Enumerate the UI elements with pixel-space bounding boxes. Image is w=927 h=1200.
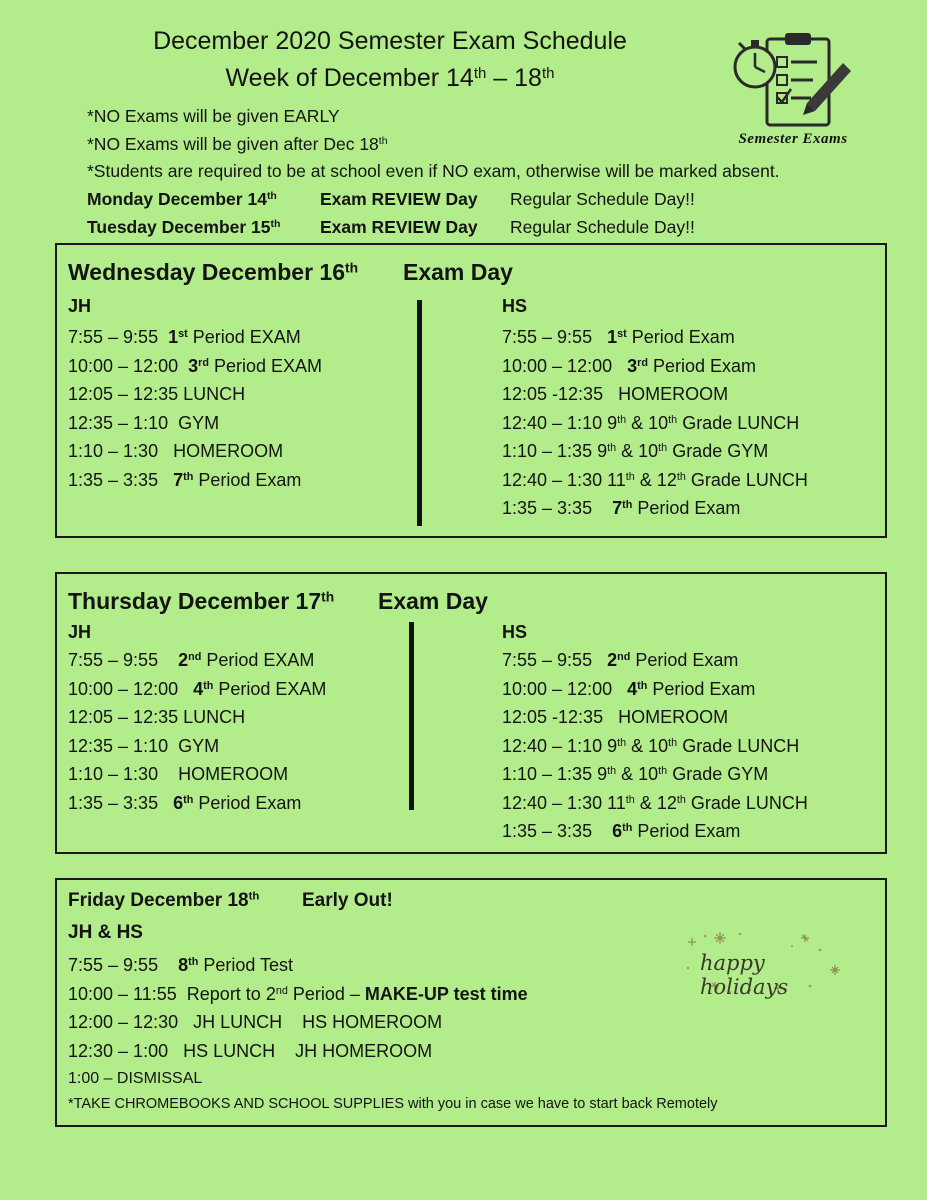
review-day-type: Exam REVIEW Day <box>320 217 478 237</box>
review-day-monday <box>87 189 787 210</box>
schedule-row: 1:10 – 1:35 9th & 10th Grade GYM <box>502 441 769 461</box>
schedule-row: 12:40 – 1:10 9th & 10th Grade LUNCH <box>502 735 800 756</box>
wednesday-heading: Wednesday December 16th <box>68 259 359 285</box>
schedule-row: 12:05 – 12:35 LUNCH <box>68 707 246 727</box>
schedule-row: 1:10 – 1:35 9th & 10th Grade GYM <box>502 764 769 784</box>
thursday-hs-list <box>502 646 808 846</box>
schedule-row: 10:00 – 12:00 4th Period EXAM <box>68 678 327 699</box>
thursday-heading: Thursday December 17th <box>68 588 335 614</box>
schedule-row: 12:40 – 1:10 9th & 10th Grade LUNCH <box>502 412 800 433</box>
friday-footnote: *TAKE CHROMEBOOKS AND SCHOOL SUPPLIES with you in case we have to start back Remotely <box>68 1096 718 1112</box>
semester-exams-logo <box>725 25 875 140</box>
schedule-row: 10:00 – 12:00 3rd Period EXAM <box>68 355 322 376</box>
schedule-row: 12:05 – 12:35 LUNCH <box>68 384 246 404</box>
review-day-type: Exam REVIEW Day <box>320 189 478 209</box>
schedule-row: 10:00 – 12:00 4th Period Exam <box>502 678 756 699</box>
review-day-name: Tuesday December 15th <box>87 217 281 237</box>
schedule-row: 12:05 -12:35 HOMEROOM <box>502 384 729 404</box>
wednesday-schedule-box <box>55 243 887 538</box>
friday-jh-hs-heading: JH & HS <box>68 922 143 943</box>
semester-exams-caption: Semester Exams <box>738 131 848 147</box>
schedule-row: 7:55 – 9:55 1st Period EXAM <box>68 327 301 347</box>
title-week-text: Week of December 14 <box>225 64 474 92</box>
title-week-end: – 18 <box>486 64 542 92</box>
note-attendance: *Students are required to be at school even if NO exam, otherwise will be marked absent. <box>87 161 780 181</box>
schedule-row: 7:55 – 9:55 2nd Period EXAM <box>68 650 315 670</box>
note-no-early: *NO Exams will be given EARLY <box>87 106 340 126</box>
happy-holidays-text: happy holidays <box>700 951 789 999</box>
schedule-row: 1:35 – 3:35 7th Period Exam <box>68 469 302 490</box>
happy-holidays-graphic <box>680 928 850 998</box>
thursday-hs-heading: HS <box>502 622 528 642</box>
schedule-row: 1:00 – DISMISSAL <box>68 1070 203 1087</box>
schedule-row: 12:40 – 1:30 11th & 12th Grade LUNCH <box>502 792 808 813</box>
review-day-note: Regular Schedule Day!! <box>510 217 695 237</box>
schedule-row: 12:35 – 1:10 GYM <box>68 412 220 433</box>
title-line-1: December 2020 Semester Exam Schedule <box>153 27 627 55</box>
wednesday-hs-heading: HS <box>502 296 528 316</box>
wednesday-jh-list <box>68 323 322 494</box>
schedule-row: 7:55 – 9:55 2nd Period Exam <box>502 650 739 670</box>
thursday-schedule-box <box>55 572 887 854</box>
schedule-row: 12:40 – 1:30 11th & 12th Grade LUNCH <box>502 469 808 490</box>
schedule-row: 10:00 – 12:00 3rd Period Exam <box>502 355 756 376</box>
thursday-label: Exam Day <box>378 588 488 614</box>
note-sup: th <box>378 135 388 148</box>
friday-label: Early Out! <box>302 890 393 911</box>
wednesday-label: Exam Day <box>403 259 513 285</box>
friday-heading: Friday December 18th <box>68 890 260 911</box>
schedule-row: 1:35 – 3:35 6th Period Exam <box>502 821 741 841</box>
schedule-row: 1:10 – 1:30 HOMEROOM <box>68 764 289 784</box>
title-sup: th <box>541 64 555 82</box>
schedule-row: 12:30 – 1:00 HS LUNCH JH HOMEROOM <box>68 1040 433 1061</box>
title-line-2 <box>0 64 780 93</box>
schedule-row: 7:55 – 9:55 1st Period Exam <box>502 327 735 347</box>
title-sup: th <box>473 64 487 82</box>
thursday-jh-heading: JH <box>68 622 92 642</box>
review-day-tuesday <box>87 217 787 238</box>
friday-list <box>68 951 528 1092</box>
wednesday-hs-list <box>502 323 808 523</box>
schedule-row: 12:00 – 12:30 JH LUNCH HS HOMEROOM <box>68 1012 443 1032</box>
column-divider <box>417 300 422 526</box>
schedule-row: 12:35 – 1:10 GYM <box>68 735 220 756</box>
wednesday-jh-heading: JH <box>68 296 92 316</box>
friday-schedule-box <box>55 878 887 1127</box>
review-day-name: Monday December 14th <box>87 189 277 209</box>
thursday-jh-list <box>68 646 326 817</box>
schedule-row: 1:35 – 3:35 6th Period Exam <box>68 792 302 813</box>
note-no-after-text: *NO Exams will be given after Dec 18 <box>87 134 379 154</box>
schedule-row: 1:35 – 3:35 7th Period Exam <box>502 498 741 518</box>
note-no-after <box>87 134 388 155</box>
review-day-note: Regular Schedule Day!! <box>510 189 695 209</box>
schedule-row: 12:05 -12:35 HOMEROOM <box>502 707 729 727</box>
schedule-row: 10:00 – 11:55 Report to 2nd Period – MAKE-UP test time <box>68 983 528 1004</box>
schedule-row: 1:10 – 1:30 HOMEROOM <box>68 441 284 461</box>
schedule-row: 7:55 – 9:55 8th Period Test <box>68 955 294 975</box>
clipboard-stopwatch-icon <box>725 25 875 135</box>
column-divider <box>409 622 414 810</box>
